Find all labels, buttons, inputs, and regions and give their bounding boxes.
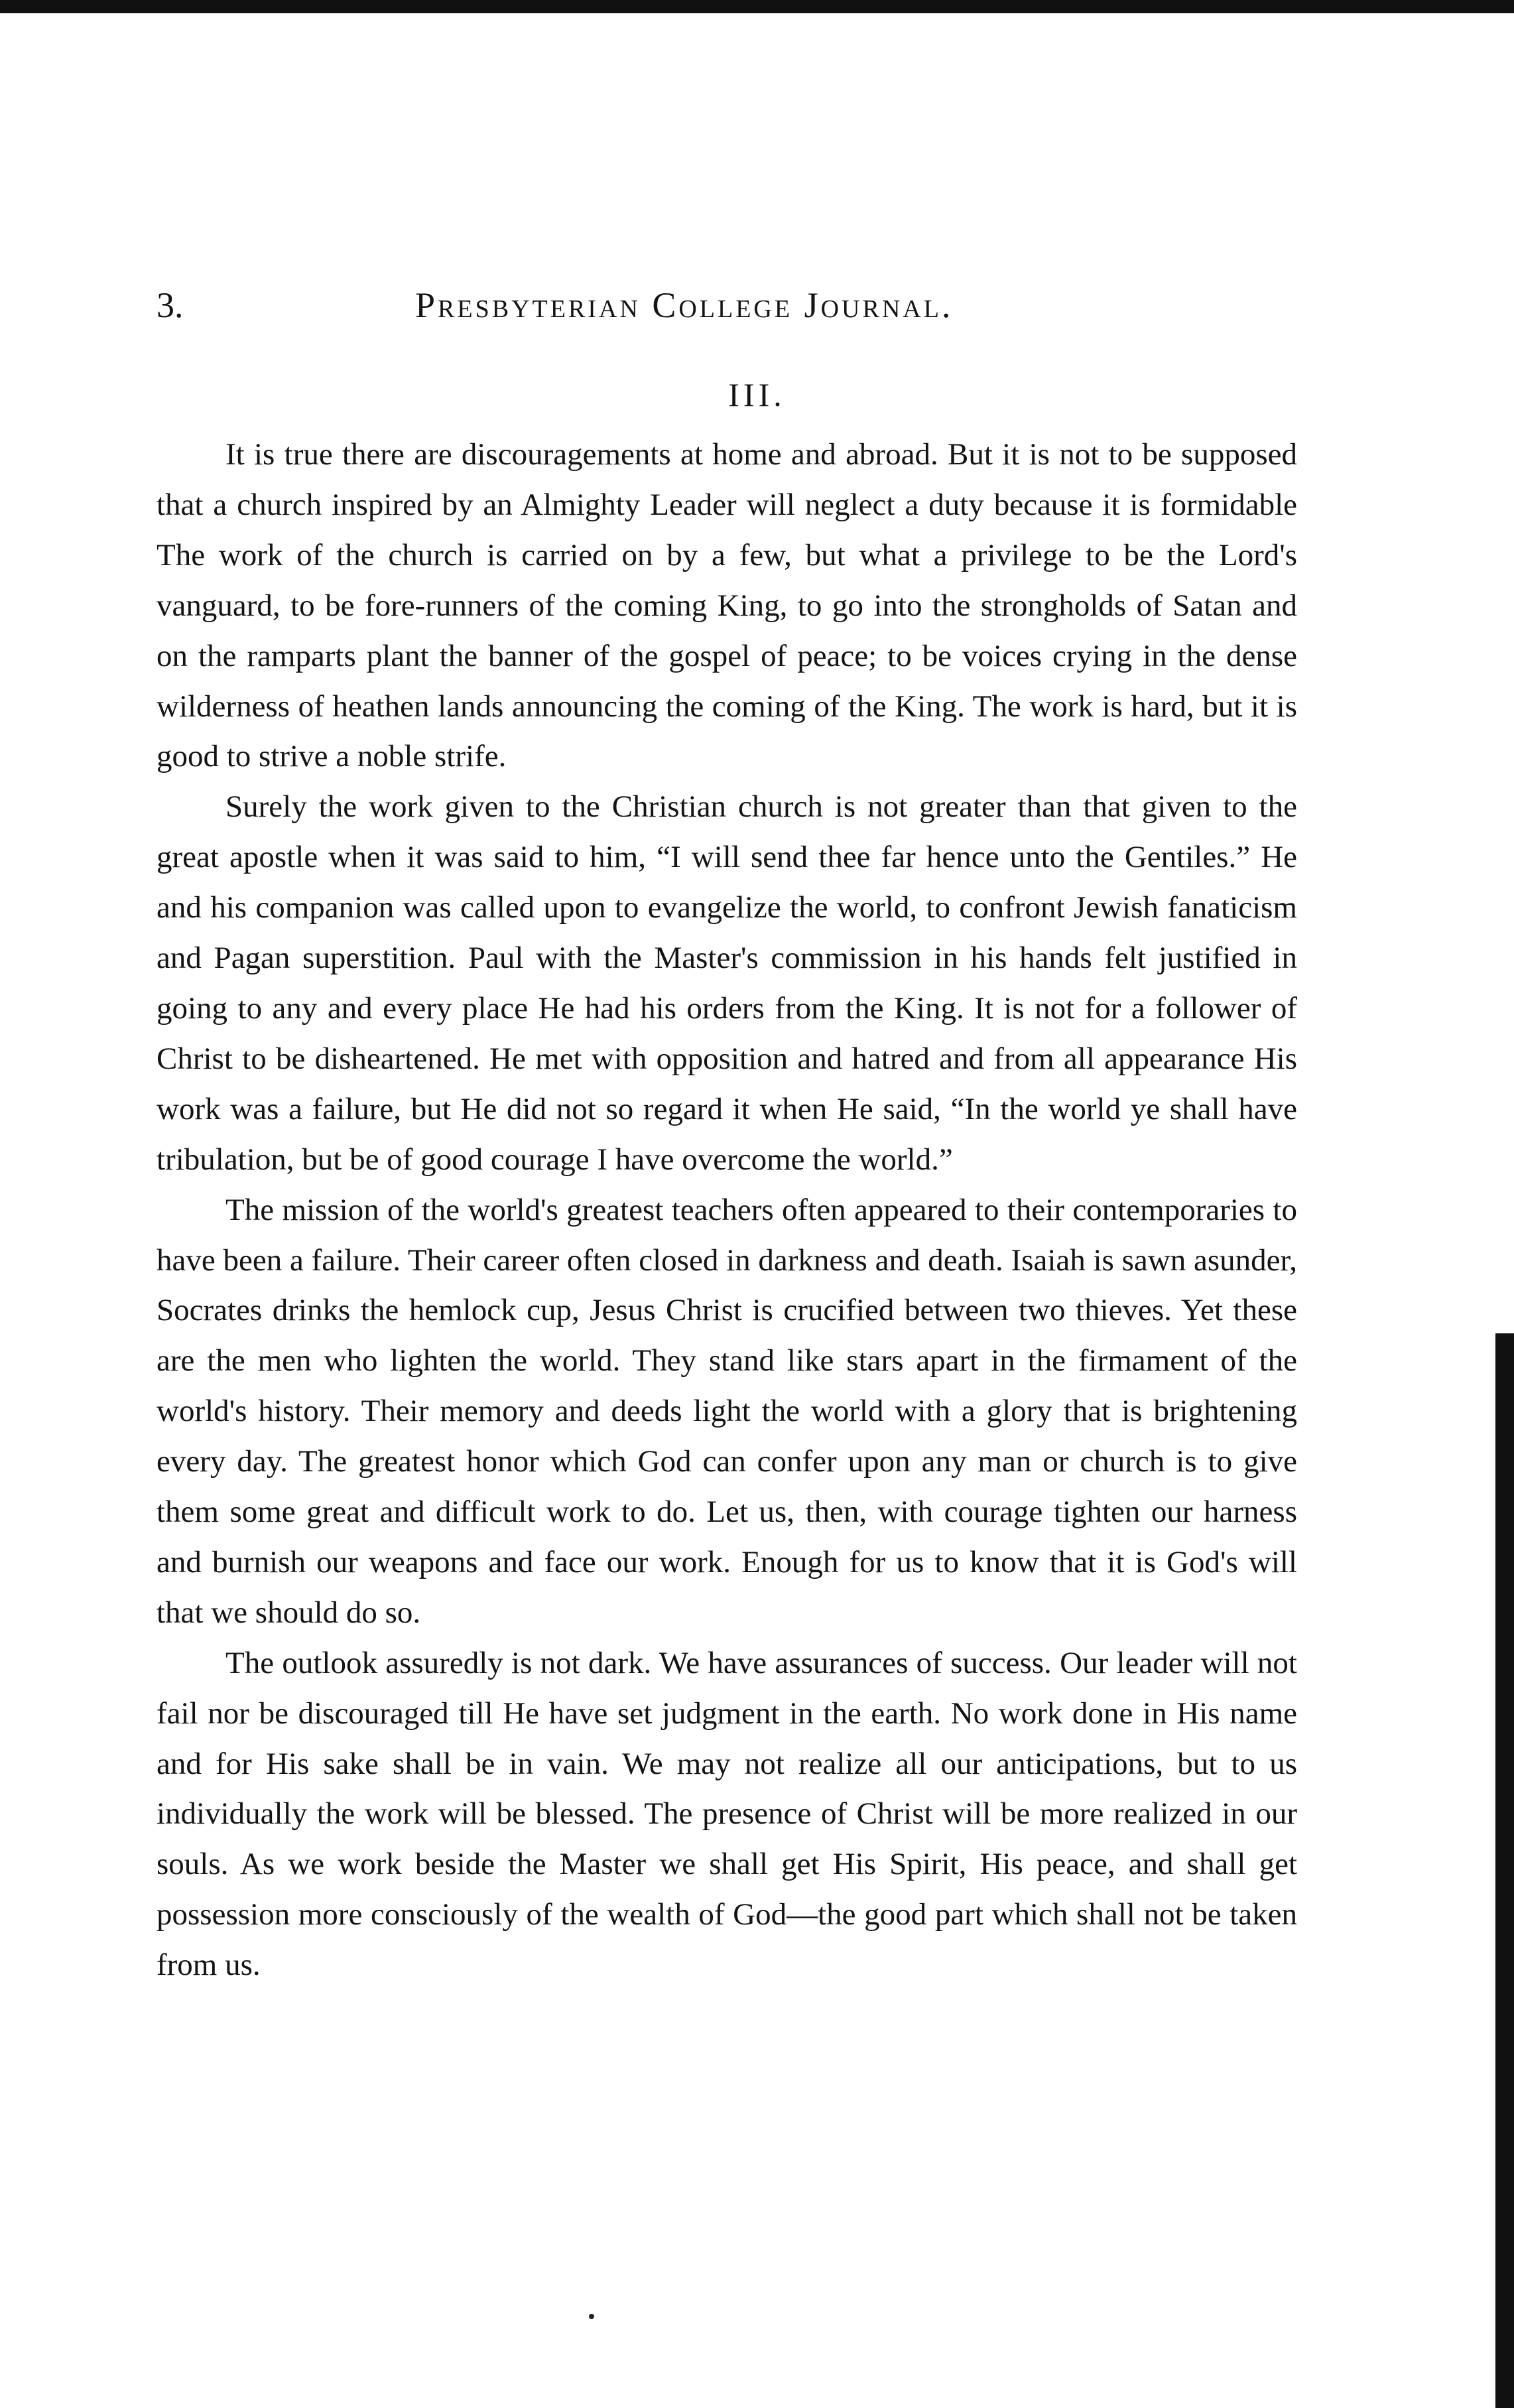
article-body (157, 430, 1297, 1991)
right-edge-rule (1495, 1333, 1514, 2408)
top-edge-rule (0, 0, 1514, 13)
footer-mark (589, 2314, 594, 2319)
section-heading: III. (728, 376, 786, 413)
paragraph: It is true there are discouragements at home and abroad. But it is not to be supposed that a church inspired by an Almighty Leader will neglect a duty because it is formidable The work of the church is carried on by a few, but what a privilege to be the Lord's vanguard, to be fore-runners of the coming King, to go into the strongholds of Satan and on the ramparts plant the banner of the gospel of peace; to be voices crying in the dense wilderness of heathen lands announcing the coming of the King. The work is hard, but it is good to strive a noble strife. (157, 437, 1297, 774)
page-header (157, 279, 1297, 332)
paragraph: The mission of the world's greatest teachers often appeared to their contemporaries to have been a failure. Their career often closed in darkness and death. Isaiah is sawn asunder, Socrates drinks the hemlock cup, Jesus Christ is crucified between two thieves. Yet these are the men who lighten the world. They stand like stars apart in the firmament of the world's history. Their memory and deeds light the world with a glory that is brightening every day. The greatest honor which God can confer upon any man or church is to give them some great and difficult work to do. Let us, then, with courage tighten our harness and burnish our weapons and face our work. Enough for us to know that it is God's will that we should do so. (157, 1192, 1297, 1630)
running-title: Presbyterian College Journal. (415, 285, 954, 325)
paragraph: The outlook assuredly is not dark. We have assurances of success. Our leader will not fail nor be discouraged till He have set judgment in the earth. No work done in His name and for His sake shall be in vain. We may not realize all our anticipations, but to us individually the work will be blessed. The presence of Christ will be more realized in our souls. As we work beside the Master we shall get His Spirit, His peace, and shall get possession more consciously of the wealth of God—the good part which shall not be taken from us. (157, 1645, 1297, 1983)
page-number: 3. (157, 285, 184, 325)
paragraph: Surely the work given to the Christian church is not greater than that given to the great apostle when it was said to him, “I will send thee far hence unto the Gentiles.” He and his companion was called upon to evangelize the world, to confront Jewish fanaticism and Pagan superstition. Paul with the Master's commission in his hands felt justified in going to any and every place He had his orders from the King. It is not for a follower of Christ to be disheartened. He met with opposition and hatred and from all appearance His work was a failure, but He did not so regard it when He said, “In the world ye shall have tribulation, but be of good courage I have overcome the world.” (157, 789, 1297, 1177)
